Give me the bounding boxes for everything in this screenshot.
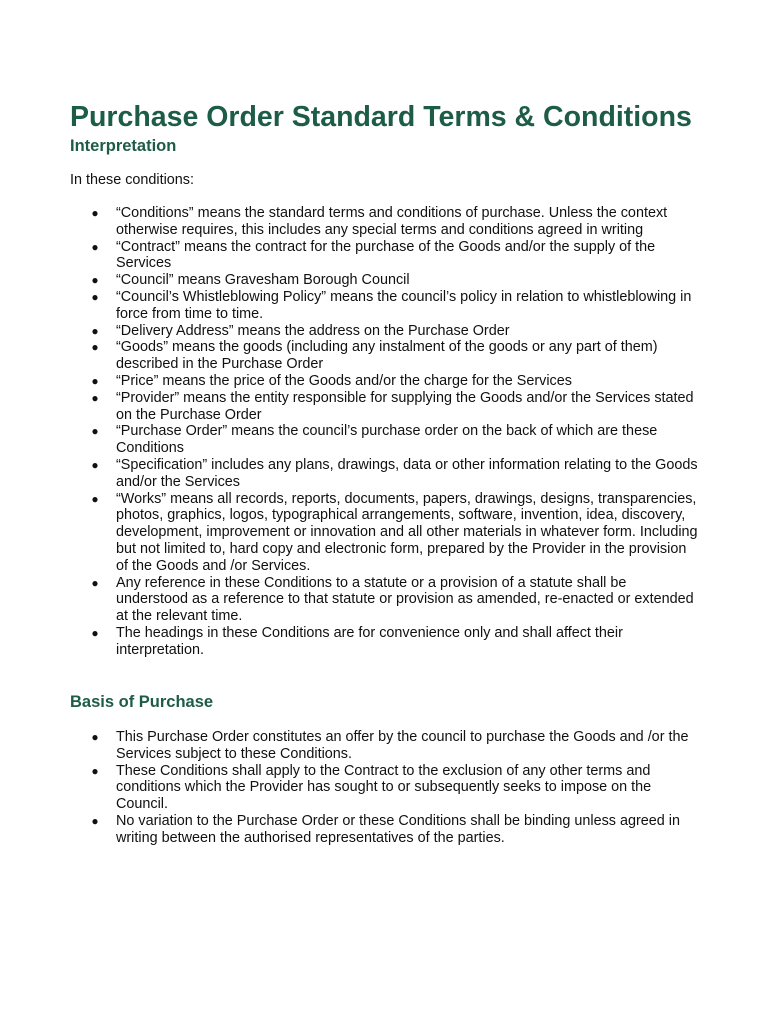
list-item-text: No variation to the Purchase Order or these Conditions shall be binding unless agreed in writing between the authorised representatives of the parties. [116,812,680,846]
section-heading-basis-of-purchase: Basis of Purchase [70,693,214,711]
bullet-icon: ● [91,273,99,288]
list-item-text: “Goods” means the goods (including any instalment of the goods or any part of them) described in the Purchase Order [116,339,658,373]
list-item-text: “Council’s Whistleblowing Policy” means the council’s policy in relation to whistleblowing in force from time to time. [116,288,692,322]
bullet-icon: ● [91,575,99,590]
bullet-icon: ● [91,390,99,405]
list-item-text: “Conditions” means the standard terms and conditions of purchase. Unless the context otherwise requires, this includes any special terms and conditions agreed in writing [116,205,668,238]
section-heading-interpretation: Interpretation [70,137,177,155]
bullet-icon: ● [91,373,99,388]
list-item-text: “Specification” includes any plans, drawings, data or other information relating to the Goods and/or the Services [116,456,698,490]
bullet-icon: ● [91,813,99,828]
list-item-text: Any reference in these Conditions to a statute or a provision of a statute shall be understood as a reference to that statute or provision as amended, re-enacted or extended at the relevant time. [116,574,694,625]
list-item [0,373,700,390]
bullet-icon: ● [91,289,99,304]
list-item-text: “Council” means Gravesham Borough Council [116,272,410,289]
list-item-text: These Conditions shall apply to the Contract to the exclusion of any other terms and conditions which the Provider has sought to or subsequently seeks to impose on the Council. [116,762,652,813]
list-item [0,423,700,457]
bullet-icon: ● [91,206,99,220]
list-item-text: “Contract” means the contract for the purchase of the Goods and/or the supply of the Services [116,238,656,272]
list-item [0,491,700,575]
intro-text: In these conditions: [70,172,194,188]
interpretation-list [0,205,768,659]
list-item [0,339,700,373]
bullet-icon: ● [91,323,99,338]
list-item [0,813,700,847]
list-item-text: “Purchase Order” means the council’s purchase order on the back of which are these Conditions [116,423,658,457]
bullet-icon: ● [91,424,99,439]
list-item-text: “Provider” means the entity responsible for supplying the Goods and/or the Services stated on the Purchase Order [116,389,694,423]
list-item [0,272,700,289]
bullet-icon: ● [91,239,99,254]
bullet-icon: ● [91,730,99,744]
list-item [0,729,700,763]
bullet-icon: ● [91,763,99,778]
list-item [0,239,700,273]
list-item [0,625,700,659]
list-item-text: “Price” means the price of the Goods and/or the charge for the Services [116,372,572,389]
bullet-icon: ● [91,491,99,506]
list-item-text: The headings in these Conditions are for convenience only and shall affect their interpretation. [116,624,623,658]
bullet-icon: ● [91,457,99,472]
list-item [0,390,700,424]
list-item [0,763,700,813]
page-title: Purchase Order Standard Terms & Conditions [70,101,692,133]
bullet-icon: ● [91,340,99,355]
list-item [0,289,700,323]
list-item-text: “Works” means all records, reports, documents, papers, drawings, designs, transparencies, photos, graphics, logos, typographical arrangements, software, invention, idea, discovery, development, improvement or innovation and all other materials in whatever form. Including but not limited to, hard copy and electronic form, prepared by the Provider in the provision of the Goods and /or Services. [116,490,698,574]
list-item [0,323,700,340]
list-item-text: “Delivery Address” means the address on the Purchase Order [116,322,510,339]
bullet-icon: ● [91,625,99,640]
basis-of-purchase-list [0,729,768,847]
list-item [0,205,700,239]
list-item [0,575,700,625]
list-item [0,457,700,491]
list-item-text: This Purchase Order constitutes an offer by the council to purchase the Goods and /or the Services subject to these Conditions. [116,729,689,762]
